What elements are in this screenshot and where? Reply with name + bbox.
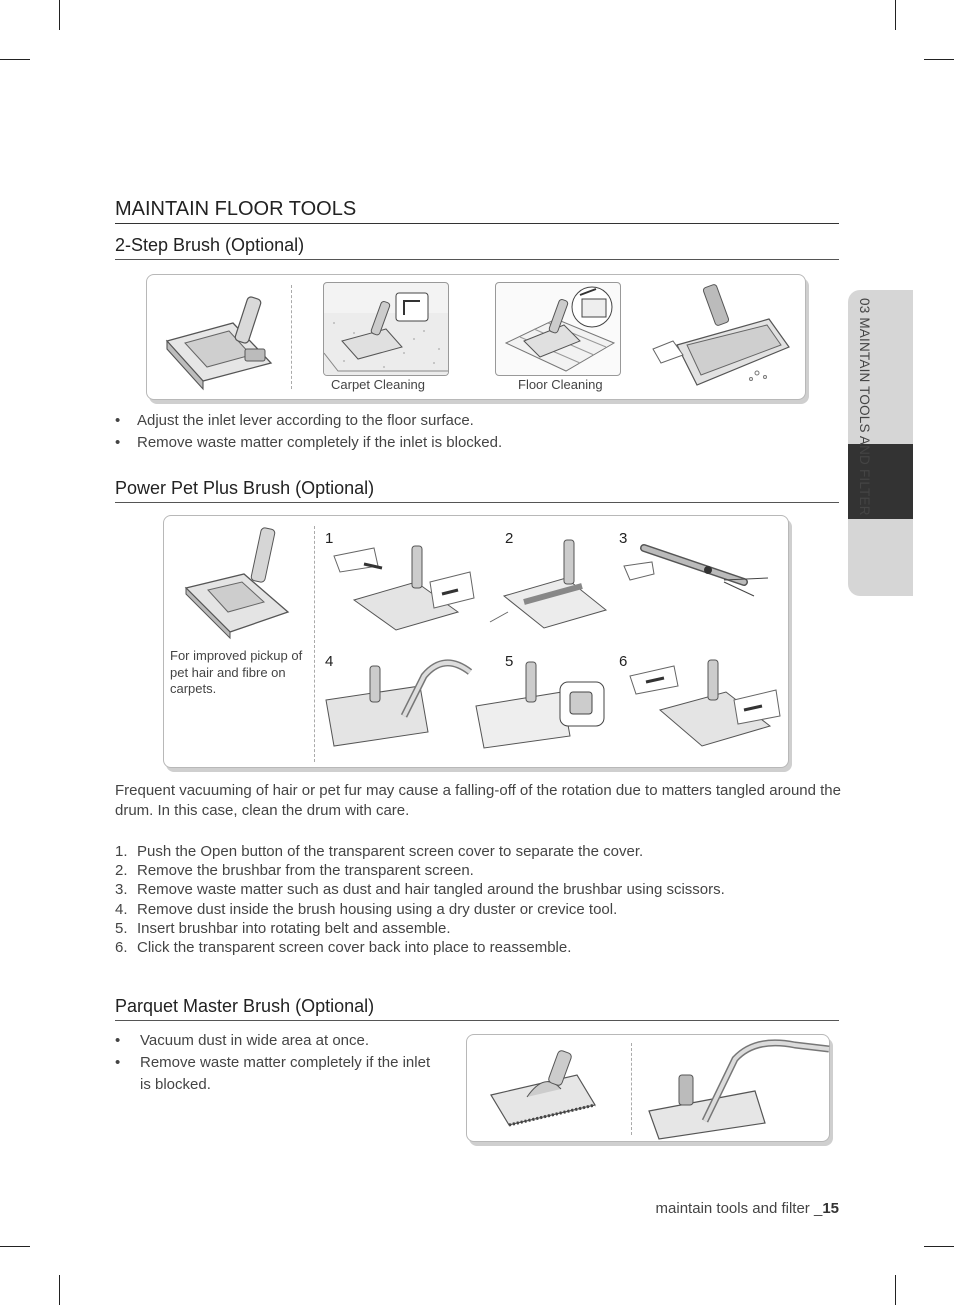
step-5-illustration bbox=[474, 656, 614, 748]
list-item: • Remove waste matter completely if the inlet is blocked. bbox=[115, 432, 835, 454]
page-number: 15 bbox=[822, 1200, 839, 1217]
list-item: 5. Insert brushbar into rotating belt and assemble. bbox=[115, 919, 451, 937]
parquet-heading: Parquet Master Brush (Optional) bbox=[115, 996, 839, 1021]
step-6-illustration bbox=[630, 656, 780, 748]
list-item: • Vacuum dust in wide area at once. bbox=[115, 1030, 445, 1052]
divider bbox=[314, 526, 315, 762]
crop-mark bbox=[59, 1275, 60, 1305]
list-item: 3. Remove waste matter such as dust and hair tangled around the brushbar using scissors. bbox=[115, 881, 725, 899]
divider bbox=[291, 285, 292, 389]
floor-cleaning-caption: Floor Cleaning bbox=[518, 377, 603, 392]
divider bbox=[631, 1043, 632, 1135]
floor-cleaning-frame bbox=[495, 282, 621, 376]
two-step-illustration-panel bbox=[146, 274, 806, 400]
step-number-4: 4 bbox=[325, 653, 334, 670]
two-step-bullets bbox=[115, 410, 835, 454]
carpet-cleaning-caption: Carpet Cleaning bbox=[331, 377, 425, 392]
power-pet-heading: Power Pet Plus Brush (Optional) bbox=[115, 478, 839, 503]
parquet-illustration-panel bbox=[466, 1034, 830, 1142]
power-pet-steps bbox=[115, 842, 841, 957]
carpet-cleaning-frame bbox=[323, 282, 449, 376]
two-step-brush-illustration bbox=[163, 293, 278, 383]
two-step-heading: 2-Step Brush (Optional) bbox=[115, 235, 839, 260]
crop-mark bbox=[895, 1275, 896, 1305]
crop-mark bbox=[0, 1246, 30, 1247]
page-footer bbox=[656, 1200, 839, 1217]
crop-mark bbox=[59, 0, 60, 30]
list-item: 6. Click the transparent screen cover back into place to reassemble. bbox=[115, 939, 572, 957]
list-item: • Remove waste matter completely if the inlet is blocked. bbox=[115, 1052, 445, 1096]
power-pet-illustration-panel bbox=[163, 515, 789, 768]
parquet-bullets bbox=[115, 1030, 445, 1096]
step-1-illustration bbox=[334, 538, 479, 630]
section-title: MAINTAIN FLOOR TOOLS bbox=[115, 198, 839, 224]
power-pet-brush-illustration bbox=[182, 528, 294, 636]
step-number-2: 2 bbox=[505, 530, 514, 547]
crop-mark bbox=[0, 59, 30, 60]
crop-mark bbox=[924, 59, 954, 60]
list-item: 4. Remove dust inside the brush housing using a dry duster or crevice tool. bbox=[115, 900, 618, 918]
step-number-1: 1 bbox=[325, 530, 334, 547]
footer-text: maintain tools and filter _ bbox=[655, 1200, 823, 1217]
step-4-illustration bbox=[324, 656, 474, 748]
step-number-6: 6 bbox=[619, 653, 628, 670]
floor-cleaning-illustration bbox=[496, 283, 620, 375]
step-2-illustration bbox=[490, 538, 610, 630]
crop-mark bbox=[924, 1246, 954, 1247]
crop-mark bbox=[895, 0, 896, 30]
chapter-side-tab-label: 03 MAINTAIN TOOLS AND FILTER bbox=[857, 298, 872, 516]
step-number-3: 3 bbox=[619, 530, 628, 547]
power-pet-paragraph: Frequent vacuuming of hair or pet fur may cause a falling-off of the rotation due to matters tangled around the drum. In this case, clean the drum with care. bbox=[115, 782, 841, 819]
brush-underside-illustration bbox=[653, 285, 798, 389]
parquet-brush-cleaning-illustration bbox=[645, 1039, 829, 1139]
list-item: 1. Push the Open button of the transparent screen cover to separate the cover. bbox=[115, 843, 644, 860]
list-item: • Adjust the inlet lever according to the floor surface. bbox=[115, 410, 835, 432]
step-number-5: 5 bbox=[505, 653, 514, 670]
power-pet-caption: For improved pickup of pet hair and fibre on carpets. bbox=[170, 648, 303, 696]
parquet-brush-illustration bbox=[487, 1047, 599, 1127]
carpet-cleaning-illustration bbox=[324, 283, 448, 375]
step-3-illustration bbox=[624, 538, 774, 606]
list-item: 2. Remove the brushbar from the transparent screen. bbox=[115, 862, 474, 880]
